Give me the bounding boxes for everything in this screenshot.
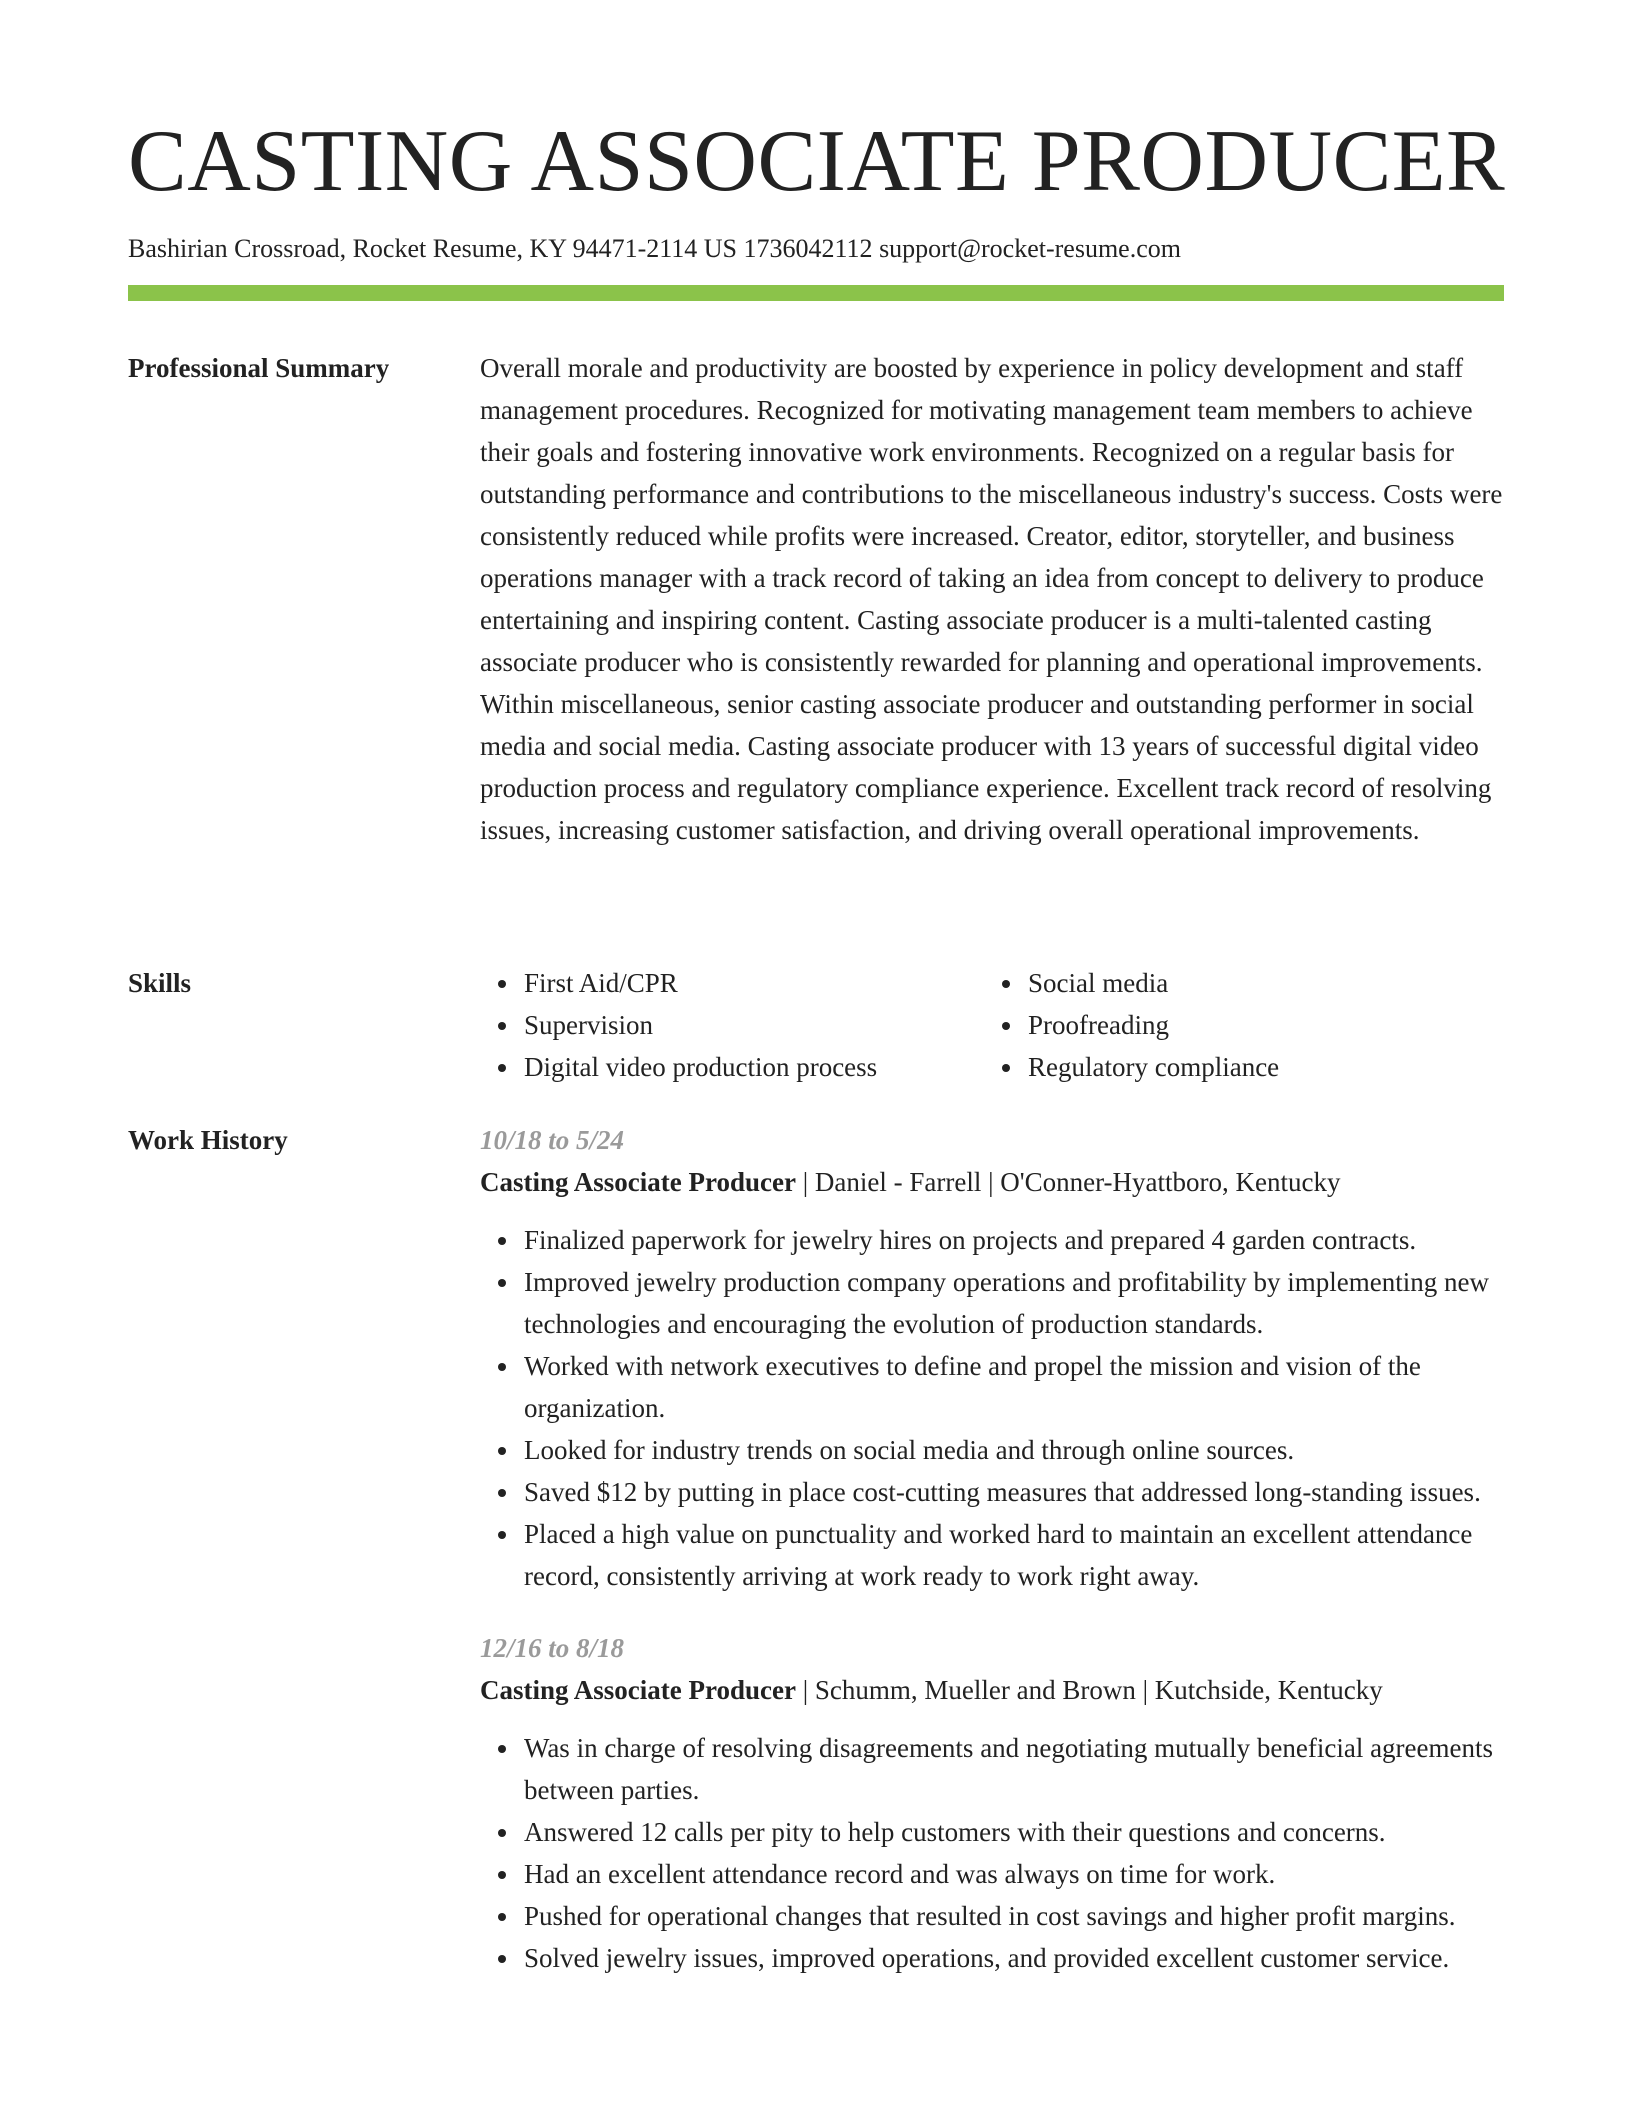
job-bullet: Answered 12 calls per pity to help customers with their questions and concerns. (524, 1811, 1504, 1853)
job-bullet: Improved jewelry production company operations and profitability by implementing new technologies and encouraging the evolution of production standards. (524, 1261, 1504, 1345)
skills-heading: Skills (128, 968, 192, 998)
job-bullet: Was in charge of resolving disagreements and negotiating mutually beneficial agreements between parties. (524, 1727, 1504, 1811)
job-entry (480, 1119, 1504, 1597)
summary-text: Overall morale and productivity are boosted by experience in policy development and staff management procedures. Recognized for motivating management team members to achieve their goals and fostering innovative work environments. Recognized on a regular basis for outstanding performance and contributions to the miscellaneous industry's success. Costs were consistently reduced while profits were increased. Creator, editor, storyteller, and business operations manager with a track record of taking an idea from concept to delivery to produce entertaining and inspiring content. Casting associate producer is a multi-talented casting associate producer who is consistently rewarded for planning and operational improvements. Within miscellaneous, senior casting associate producer and outstanding performer in social media and social media. Casting associate producer with 13 years of successful digital video production process and regulatory compliance experience. Excellent track record of resolving issues, increasing customer satisfaction, and driving overall operational improvements. (480, 353, 1503, 845)
job-bullet: Looked for industry trends on social media and through online sources. (524, 1429, 1504, 1471)
summary-heading: Professional Summary (128, 353, 390, 383)
job-dates: 10/18 to 5/24 (480, 1125, 625, 1155)
skill-item: Regulatory compliance (1028, 1046, 1488, 1088)
job-bullet: Placed a high value on punctuality and worked hard to maintain an excellent attendance record, consistently arriving at work ready to work right away. (524, 1513, 1504, 1597)
contact-email: support@rocket-resume.com (879, 234, 1181, 263)
job-title: Casting Associate Producer (480, 1675, 796, 1705)
skill-item: Supervision (524, 1004, 984, 1046)
job-employer-location: | Daniel - Farrell | O'Conner-Hyattboro, Kentucky (795, 1167, 1341, 1197)
skill-item: Digital video production process (524, 1046, 984, 1088)
job-header (480, 1161, 1504, 1203)
job-bullet: Pushed for operational changes that resulted in cost savings and higher profit margins. (524, 1895, 1504, 1937)
job-entry (480, 1627, 1504, 1979)
job-dates: 12/16 to 8/18 (480, 1633, 625, 1663)
job-title: Casting Associate Producer (480, 1167, 796, 1197)
work-history-heading: Work History (128, 1125, 288, 1155)
job-bullet: Worked with network executives to define and propel the mission and vision of the organization. (524, 1345, 1504, 1429)
header-divider (128, 285, 1504, 301)
skill-item: Social media (1028, 962, 1488, 1004)
job-employer-location: | Schumm, Mueller and Brown | Kutchside, Kentucky (795, 1675, 1383, 1705)
contact-line (128, 232, 1181, 266)
skills-columns (480, 962, 1504, 1088)
contact-phone: 1736042112 (743, 234, 873, 263)
skills-list-left (480, 962, 984, 1088)
job-header (480, 1669, 1504, 1711)
summary-body (480, 347, 1504, 851)
job-bullet: Solved jewelry issues, improved operations, and provided excellent customer service. (524, 1937, 1504, 1979)
skills-body (480, 962, 1504, 1088)
work-history-body (480, 1119, 1504, 1979)
job-bullet: Saved $12 by putting in place cost-cutting measures that addressed long-standing issues. (524, 1471, 1504, 1513)
job-bullets (480, 1219, 1504, 1597)
skills-list-right (984, 962, 1488, 1088)
contact-address: Bashirian Crossroad, Rocket Resume, KY 94471-2114 US (128, 234, 738, 263)
job-bullet: Finalized paperwork for jewelry hires on projects and prepared 4 garden contracts. (524, 1219, 1504, 1261)
skill-item: Proofreading (1028, 1004, 1488, 1046)
candidate-name: CASTING ASSOCIATE PRODUCER (128, 113, 1506, 210)
job-bullets (480, 1727, 1504, 1979)
skill-item: First Aid/CPR (524, 962, 984, 1004)
job-bullet: Had an excellent attendance record and was always on time for work. (524, 1853, 1504, 1895)
